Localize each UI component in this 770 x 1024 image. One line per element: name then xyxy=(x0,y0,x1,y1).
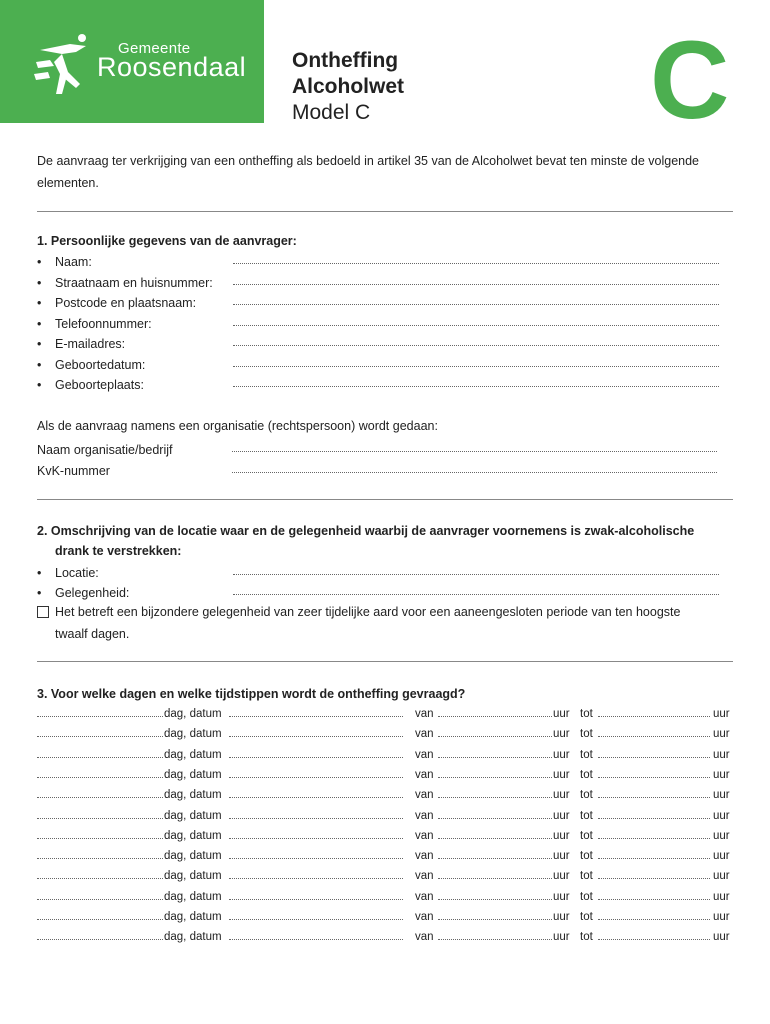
field-input-line[interactable] xyxy=(233,594,719,595)
org-field-row xyxy=(37,464,717,478)
label-van: van xyxy=(415,931,434,944)
schedule-row xyxy=(37,790,733,806)
label-uur-end: uur xyxy=(713,768,730,781)
field-input-line[interactable] xyxy=(233,366,719,367)
label-van: van xyxy=(415,890,434,903)
field-label: Postcode en plaatsnaam: xyxy=(55,296,197,310)
start-time-input-line[interactable] xyxy=(438,919,552,920)
label-tot: tot xyxy=(580,850,593,863)
field-label: Gelegenheid: xyxy=(55,586,130,600)
day-input-line[interactable] xyxy=(37,757,163,758)
checkbox-label-cont: twaalf dagen. xyxy=(55,627,130,641)
label-tot: tot xyxy=(580,870,593,883)
form-field-row xyxy=(37,378,719,396)
schedule-row xyxy=(37,892,733,908)
form-field-row xyxy=(37,586,719,604)
field-label: Telefoonnummer: xyxy=(55,316,152,331)
section-2-heading-cont: drank te verstrekken: xyxy=(55,544,182,558)
label-dag-datum: dag, datum xyxy=(164,850,222,863)
label-uur: uur xyxy=(553,768,570,781)
label-van: van xyxy=(415,748,434,761)
field-input-line[interactable] xyxy=(233,304,719,305)
label-dag-datum: dag, datum xyxy=(164,829,222,842)
end-time-input-line[interactable] xyxy=(598,838,710,839)
label-uur-end: uur xyxy=(713,789,730,802)
end-time-input-line[interactable] xyxy=(598,939,710,940)
label-dag-datum: dag, datum xyxy=(164,809,222,822)
label-uur: uur xyxy=(553,931,570,944)
day-input-line[interactable] xyxy=(37,878,163,879)
date-input-line[interactable] xyxy=(229,757,403,758)
label-uur: uur xyxy=(553,829,570,842)
field-label: E-mailadres: xyxy=(55,337,126,351)
field-input-line[interactable] xyxy=(232,451,717,452)
label-uur-end: uur xyxy=(713,809,730,822)
label-van: van xyxy=(415,728,434,741)
figure-logo-icon xyxy=(32,32,94,96)
label-van: van xyxy=(415,850,434,863)
label-dag-datum: dag, datum xyxy=(164,768,222,781)
label-uur-end: uur xyxy=(713,748,730,761)
schedule-row xyxy=(37,811,733,827)
start-time-input-line[interactable] xyxy=(438,797,552,798)
label-tot: tot xyxy=(580,829,593,842)
logo-block xyxy=(0,0,264,123)
schedule-row xyxy=(37,932,733,948)
section-3-heading: 3. Voor welke dagen en welke tijdstippen wordt de ontheffing gevraagd? xyxy=(37,687,466,701)
org-intro: Als de aanvraag namens een organisatie (rechtspersoon) wordt gedaan: xyxy=(37,419,438,433)
label-uur-end: uur xyxy=(713,708,730,720)
end-time-input-line[interactable] xyxy=(598,797,710,798)
label-uur: uur xyxy=(553,708,570,720)
org-field-row xyxy=(37,443,717,457)
bullet: • xyxy=(37,357,42,372)
date-input-line[interactable] xyxy=(229,716,403,717)
label-uur-end: uur xyxy=(713,890,730,903)
end-time-input-line[interactable] xyxy=(598,899,710,900)
date-input-line[interactable] xyxy=(229,818,403,819)
label-uur-end: uur xyxy=(713,829,730,842)
day-input-line[interactable] xyxy=(37,736,163,737)
date-input-line[interactable] xyxy=(229,899,403,900)
day-input-line[interactable] xyxy=(37,858,163,859)
date-input-line[interactable] xyxy=(229,777,403,778)
end-time-input-line[interactable] xyxy=(598,919,710,920)
label-uur-end: uur xyxy=(713,870,730,883)
day-input-line[interactable] xyxy=(37,818,163,819)
divider xyxy=(37,661,733,662)
section-2-heading: 2. Omschrijving van de locatie waar en de gelegenheid waarbij de aanvrager voornemens is zwak-alcoholische xyxy=(37,524,695,538)
label-tot: tot xyxy=(580,809,593,822)
title-line-3: Model C xyxy=(292,101,371,124)
end-time-input-line[interactable] xyxy=(598,757,710,758)
form-title xyxy=(292,48,404,126)
schedule-row xyxy=(37,831,733,847)
schedule-row xyxy=(37,912,733,928)
schedule-row xyxy=(37,729,733,745)
label-van: van xyxy=(415,789,434,802)
label-tot: tot xyxy=(580,768,593,781)
day-input-line[interactable] xyxy=(37,777,163,778)
intro-text: De aanvraag ter verkrijging van een ontheffing als bedoeld in artikel 35 van de Alcoholwet bevat ten minste de volgende elementen. xyxy=(37,154,700,190)
start-time-input-line[interactable] xyxy=(438,939,552,940)
day-input-line[interactable] xyxy=(37,939,163,940)
label-tot: tot xyxy=(580,708,593,720)
label-dag-datum: dag, datum xyxy=(164,931,222,944)
field-input-line[interactable] xyxy=(233,574,719,575)
section-1-heading: 1. Persoonlijke gegevens van de aanvrager: xyxy=(37,234,297,248)
label-tot: tot xyxy=(580,789,593,802)
label-van: van xyxy=(415,768,434,781)
bullet: • xyxy=(37,275,42,290)
form-field-row xyxy=(37,317,719,335)
label-dag-datum: dag, datum xyxy=(164,708,222,720)
field-label: Straatnaam en huisnummer: xyxy=(55,275,213,290)
date-input-line[interactable] xyxy=(229,838,403,839)
end-time-input-line[interactable] xyxy=(598,818,710,819)
schedule-row xyxy=(37,709,733,725)
day-input-line[interactable] xyxy=(37,919,163,920)
label-uur: uur xyxy=(553,850,570,863)
end-time-input-line[interactable] xyxy=(598,736,710,737)
form-field-row xyxy=(37,276,719,294)
label-dag-datum: dag, datum xyxy=(164,911,222,923)
label-uur: uur xyxy=(553,789,570,802)
schedule-row xyxy=(37,750,733,766)
model-letter: C xyxy=(650,19,730,142)
field-label: Geboortedatum: xyxy=(55,357,146,372)
bullet: • xyxy=(37,566,42,580)
end-time-input-line[interactable] xyxy=(598,716,710,717)
label-van: van xyxy=(415,809,434,822)
title-line-1: Ontheffing xyxy=(292,49,399,72)
field-label: KvK-nummer xyxy=(37,464,110,478)
label-uur: uur xyxy=(553,728,570,741)
date-input-line[interactable] xyxy=(229,797,403,798)
start-time-input-line[interactable] xyxy=(438,777,552,778)
bullet: • xyxy=(37,337,42,351)
label-uur: uur xyxy=(553,748,570,761)
field-input-line[interactable] xyxy=(233,263,719,264)
field-label: Naam: xyxy=(55,255,92,269)
label-dag-datum: dag, datum xyxy=(164,728,222,741)
field-input-line[interactable] xyxy=(232,472,717,473)
bullet: • xyxy=(37,255,42,269)
day-input-line[interactable] xyxy=(37,716,163,717)
label-uur-end: uur xyxy=(713,931,730,944)
form-field-row xyxy=(37,255,719,273)
bullet: • xyxy=(37,316,42,331)
label-van: van xyxy=(415,870,434,883)
label-uur: uur xyxy=(553,911,570,923)
start-time-input-line[interactable] xyxy=(438,716,552,717)
bullet: • xyxy=(37,296,42,310)
day-input-line[interactable] xyxy=(37,797,163,798)
date-input-line[interactable] xyxy=(229,736,403,737)
label-uur: uur xyxy=(553,809,570,822)
label-dag-datum: dag, datum xyxy=(164,748,222,761)
start-time-input-line[interactable] xyxy=(438,818,552,819)
checkbox-label: Het betreft een bijzondere gelegenheid van zeer tijdelijke aard voor een aaneengesloten periode van ten hoogste xyxy=(55,605,681,619)
start-time-input-line[interactable] xyxy=(438,878,552,879)
date-input-line[interactable] xyxy=(229,939,403,940)
label-dag-datum: dag, datum xyxy=(164,890,222,903)
divider xyxy=(37,211,733,212)
field-label: Locatie: xyxy=(55,566,99,580)
label-uur-end: uur xyxy=(713,911,730,923)
field-input-line[interactable] xyxy=(233,386,719,387)
schedule-row xyxy=(37,770,733,786)
form-field-row xyxy=(37,566,719,584)
label-van: van xyxy=(415,829,434,842)
schedule-row xyxy=(37,871,733,887)
start-time-input-line[interactable] xyxy=(438,838,552,839)
end-time-input-line[interactable] xyxy=(598,858,710,859)
bullet: • xyxy=(37,378,42,392)
logo-text-small: Gemeente xyxy=(118,40,191,57)
start-time-input-line[interactable] xyxy=(438,899,552,900)
form-field-row xyxy=(37,358,719,376)
day-input-line[interactable] xyxy=(37,899,163,900)
label-uur-end: uur xyxy=(713,850,730,863)
label-van: van xyxy=(415,911,434,923)
label-uur: uur xyxy=(553,890,570,903)
label-uur-end: uur xyxy=(713,728,730,741)
schedule-row xyxy=(37,851,733,867)
day-input-line[interactable] xyxy=(37,838,163,839)
start-time-input-line[interactable] xyxy=(438,736,552,737)
label-tot: tot xyxy=(580,748,593,761)
form-field-row xyxy=(37,296,719,314)
date-input-line[interactable] xyxy=(229,919,403,920)
label-van: van xyxy=(415,708,434,720)
label-tot: tot xyxy=(580,890,593,903)
label-tot: tot xyxy=(580,728,593,741)
label-uur: uur xyxy=(553,870,570,883)
label-tot: tot xyxy=(580,931,593,944)
logo-text-big: Roosendaal xyxy=(97,52,247,82)
date-input-line[interactable] xyxy=(229,878,403,879)
special-occasion-checkbox[interactable] xyxy=(37,606,49,618)
title-line-2: Alcoholwet xyxy=(292,75,405,98)
field-label: Naam organisatie/bedrijf xyxy=(37,443,173,457)
end-time-input-line[interactable] xyxy=(598,777,710,778)
date-input-line[interactable] xyxy=(229,858,403,859)
form-field-row xyxy=(37,337,719,355)
divider xyxy=(37,499,733,500)
start-time-input-line[interactable] xyxy=(438,757,552,758)
field-label: Geboorteplaats: xyxy=(55,378,144,392)
label-dag-datum: dag, datum xyxy=(164,870,222,883)
field-input-line[interactable] xyxy=(233,284,719,285)
field-input-line[interactable] xyxy=(233,325,719,326)
label-dag-datum: dag, datum xyxy=(164,789,222,802)
start-time-input-line[interactable] xyxy=(438,858,552,859)
bullet: • xyxy=(37,586,42,600)
field-input-line[interactable] xyxy=(233,345,719,346)
label-tot: tot xyxy=(580,911,593,923)
end-time-input-line[interactable] xyxy=(598,878,710,879)
